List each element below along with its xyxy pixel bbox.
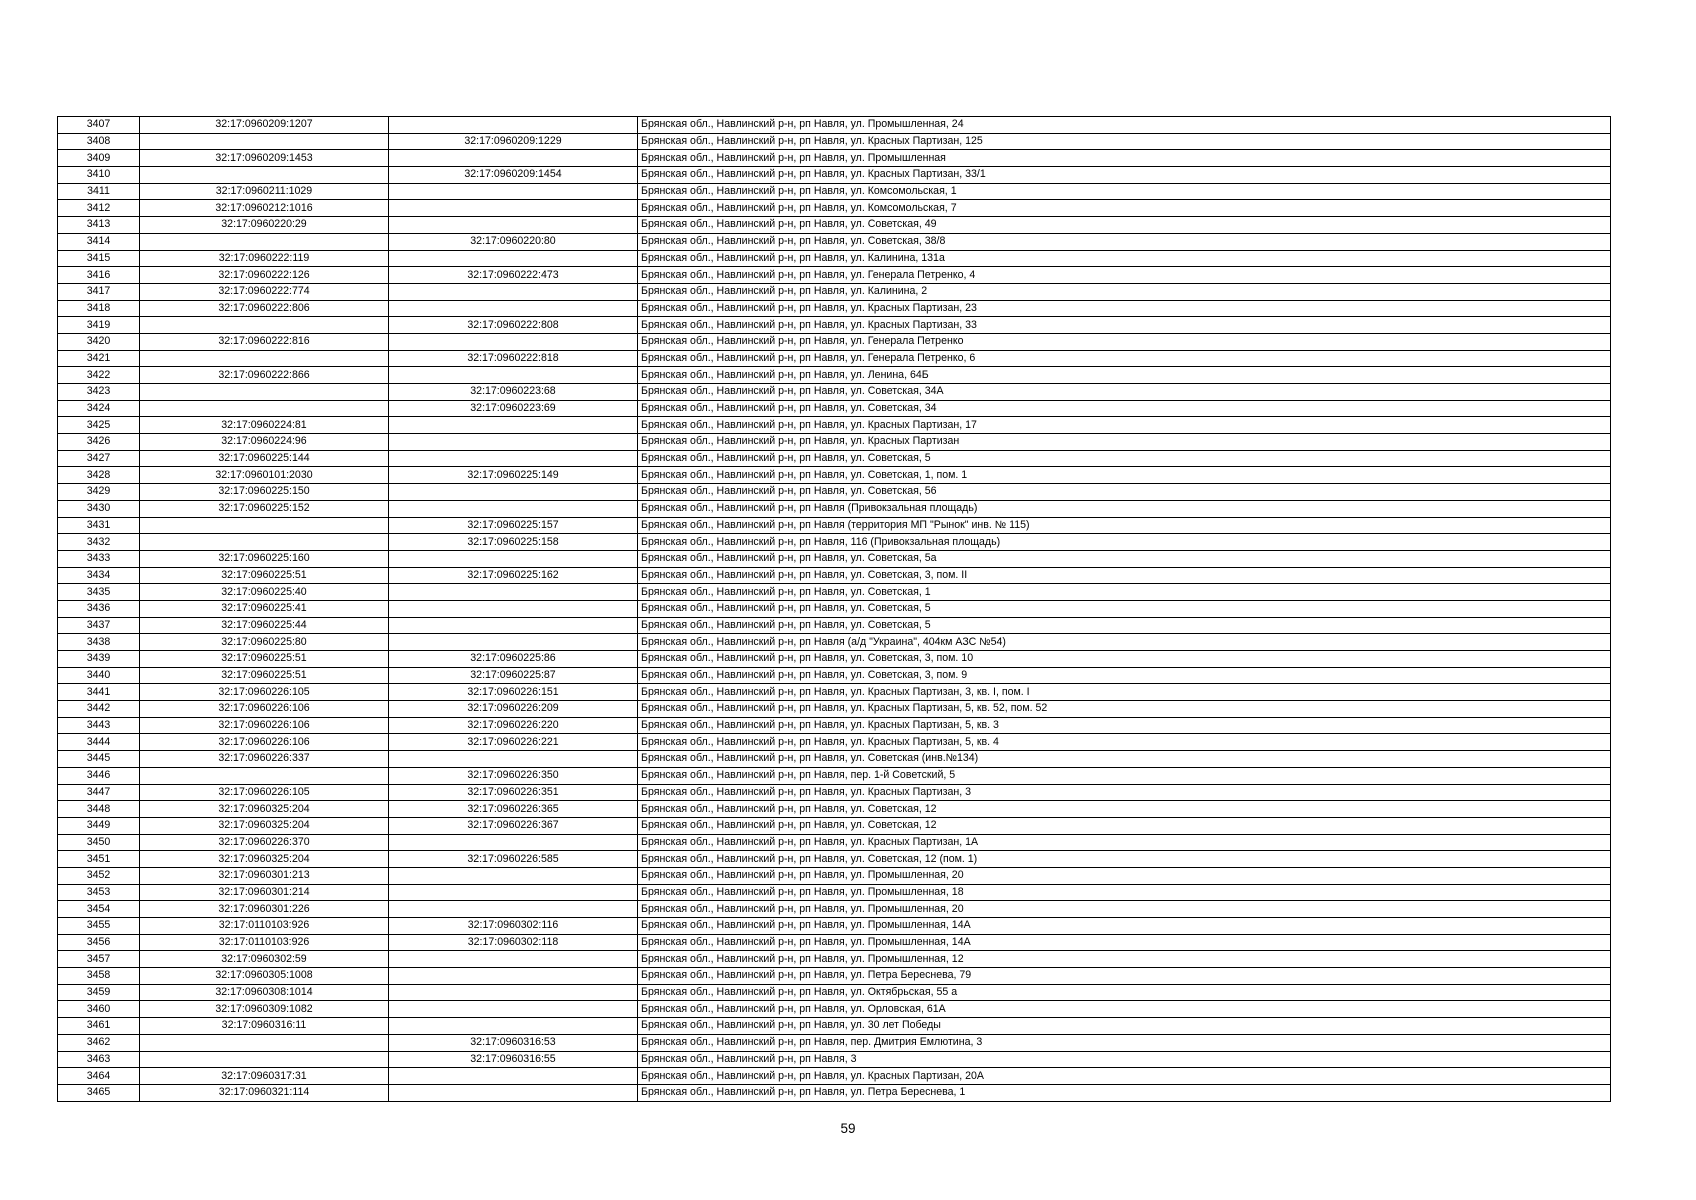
cadastral-number-cell: 32:17:0960225:51 [140, 651, 389, 668]
row-number-cell: 3413 [58, 217, 140, 234]
address-cell: Брянская обл., Навлинский р-н, рп Навля, ул. Калинина, 131а [638, 250, 1611, 267]
table-row [58, 634, 1611, 651]
object-cadastral-number-cell: 32:17:0960226:350 [389, 767, 638, 784]
cadastral-number-cell: 32:17:0960226:106 [140, 701, 389, 718]
object-cadastral-number-cell [389, 300, 638, 317]
row-number-cell: 3453 [58, 884, 140, 901]
address-cell: Брянская обл., Навлинский р-н, рп Навля, ул. Советская, 3, пом. II [638, 567, 1611, 584]
object-cadastral-number-cell [389, 200, 638, 217]
object-cadastral-number-cell [389, 751, 638, 768]
table-row [58, 834, 1611, 851]
table-row [58, 133, 1611, 150]
address-cell: Брянская обл., Навлинский р-н, рп Навля, ул. Петра Береснева, 79 [638, 968, 1611, 985]
object-cadastral-number-cell [389, 183, 638, 200]
row-number-cell: 3461 [58, 1018, 140, 1035]
address-cell: Брянская обл., Навлинский р-н, рп Навля, 3 [638, 1051, 1611, 1068]
object-cadastral-number-cell: 32:17:0960222:818 [389, 350, 638, 367]
table-row [58, 617, 1611, 634]
table-row [58, 951, 1611, 968]
table-row [58, 450, 1611, 467]
cadastral-number-cell [140, 1034, 389, 1051]
table-row [58, 467, 1611, 484]
table-row [58, 150, 1611, 167]
table-row [58, 784, 1611, 801]
cadastral-number-cell: 32:17:0960325:204 [140, 817, 389, 834]
table-row [58, 817, 1611, 834]
row-number-cell: 3438 [58, 634, 140, 651]
object-cadastral-number-cell [389, 968, 638, 985]
table-row [58, 600, 1611, 617]
object-cadastral-number-cell: 32:17:0960226:221 [389, 734, 638, 751]
row-number-cell: 3434 [58, 567, 140, 584]
object-cadastral-number-cell: 32:17:0960222:473 [389, 267, 638, 284]
table-row [58, 667, 1611, 684]
address-cell: Брянская обл., Навлинский р-н, рп Навля, ул. Советская, 34 [638, 400, 1611, 417]
row-number-cell: 3449 [58, 817, 140, 834]
table-row [58, 1084, 1611, 1101]
cadastral-number-cell: 32:17:0960225:40 [140, 584, 389, 601]
object-cadastral-number-cell [389, 600, 638, 617]
address-cell: Брянская обл., Навлинский р-н, рп Навля, ул. Советская, 3, пом. 10 [638, 651, 1611, 668]
row-number-cell: 3426 [58, 434, 140, 451]
address-cell: Брянская обл., Навлинский р-н, рп Навля, ул. Промышленная, 18 [638, 884, 1611, 901]
object-cadastral-number-cell [389, 450, 638, 467]
table-row [58, 1034, 1611, 1051]
object-cadastral-number-cell [389, 283, 638, 300]
object-cadastral-number-cell: 32:17:0960226:220 [389, 717, 638, 734]
address-cell: Брянская обл., Навлинский р-н, рп Навля, ул. Промышленная, 24 [638, 117, 1611, 134]
table-row [58, 350, 1611, 367]
table-row [58, 200, 1611, 217]
object-cadastral-number-cell [389, 984, 638, 1001]
address-cell: Брянская обл., Навлинский р-н, рп Навля, ул. Промышленная, 12 [638, 951, 1611, 968]
address-cell: Брянская обл., Навлинский р-н, рп Навля, ул. Советская, 56 [638, 484, 1611, 501]
object-cadastral-number-cell: 32:17:0960226:351 [389, 784, 638, 801]
table-row [58, 684, 1611, 701]
row-number-cell: 3439 [58, 651, 140, 668]
cadastral-number-cell: 32:17:0960212:1016 [140, 200, 389, 217]
object-cadastral-number-cell: 32:17:0960302:118 [389, 934, 638, 951]
address-cell: Брянская обл., Навлинский р-н, рп Навля (Привокзальная площадь) [638, 500, 1611, 517]
cadastral-number-cell [140, 133, 389, 150]
page-number: 59 [840, 1121, 856, 1136]
table-row [58, 1068, 1611, 1085]
object-cadastral-number-cell [389, 901, 638, 918]
table-row [58, 434, 1611, 451]
table-row [58, 283, 1611, 300]
address-cell: Брянская обл., Навлинский р-н, рп Навля, ул. Орловская, 61А [638, 1001, 1611, 1018]
object-cadastral-number-cell [389, 634, 638, 651]
table-row [58, 717, 1611, 734]
object-cadastral-number-cell [389, 417, 638, 434]
object-cadastral-number-cell [389, 1001, 638, 1018]
cadastral-number-cell: 32:17:0960317:31 [140, 1068, 389, 1085]
row-number-cell: 3451 [58, 851, 140, 868]
table-row [58, 300, 1611, 317]
object-cadastral-number-cell: 32:17:0960209:1454 [389, 167, 638, 184]
row-number-cell: 3429 [58, 484, 140, 501]
object-cadastral-number-cell: 32:17:0960225:157 [389, 517, 638, 534]
cadastral-number-cell: 32:17:0960101:2030 [140, 467, 389, 484]
cadastral-number-cell: 32:17:0960222:806 [140, 300, 389, 317]
object-cadastral-number-cell [389, 584, 638, 601]
cadastral-number-cell [140, 233, 389, 250]
row-number-cell: 3414 [58, 233, 140, 250]
object-cadastral-number-cell: 32:17:0960225:162 [389, 567, 638, 584]
address-cell: Брянская обл., Навлинский р-н, рп Навля, ул. 30 лет Победы [638, 1018, 1611, 1035]
object-cadastral-number-cell: 32:17:0960226:585 [389, 851, 638, 868]
address-cell: Брянская обл., Навлинский р-н, рп Навля, ул. Красных Партизан, 20А [638, 1068, 1611, 1085]
cadastral-number-cell: 32:17:0960226:370 [140, 834, 389, 851]
table-row [58, 317, 1611, 334]
object-cadastral-number-cell: 32:17:0960223:68 [389, 384, 638, 401]
table-row [58, 384, 1611, 401]
cadastral-number-cell: 32:17:0110103:926 [140, 934, 389, 951]
row-number-cell: 3409 [58, 150, 140, 167]
row-number-cell: 3454 [58, 901, 140, 918]
address-cell: Брянская обл., Навлинский р-н, рп Навля (а/д "Украина", 404км АЗС №54) [638, 634, 1611, 651]
address-cell: Брянская обл., Навлинский р-н, рп Навля, ул. Красных Партизан, 3, кв. I, пом. I [638, 684, 1611, 701]
cadastral-number-cell: 32:17:0960225:41 [140, 600, 389, 617]
cadastral-number-cell: 32:17:0960321:114 [140, 1084, 389, 1101]
object-cadastral-number-cell [389, 617, 638, 634]
table-row [58, 250, 1611, 267]
row-number-cell: 3423 [58, 384, 140, 401]
cadastral-number-cell [140, 400, 389, 417]
table-row [58, 918, 1611, 935]
row-number-cell: 3448 [58, 801, 140, 818]
row-number-cell: 3452 [58, 867, 140, 884]
table-row [58, 233, 1611, 250]
address-cell: Брянская обл., Навлинский р-н, рп Навля, ул. Красных Партизан, 5, кв. 52, пом. 52 [638, 701, 1611, 718]
object-cadastral-number-cell [389, 484, 638, 501]
address-cell: Брянская обл., Навлинский р-н, рп Навля, ул. Советская, 49 [638, 217, 1611, 234]
row-number-cell: 3411 [58, 183, 140, 200]
row-number-cell: 3407 [58, 117, 140, 134]
cadastral-number-cell [140, 167, 389, 184]
cadastral-number-cell: 32:17:0960224:81 [140, 417, 389, 434]
row-number-cell: 3419 [58, 317, 140, 334]
cadastral-number-cell: 32:17:0960222:816 [140, 333, 389, 350]
object-cadastral-number-cell: 32:17:0960226:365 [389, 801, 638, 818]
row-number-cell: 3447 [58, 784, 140, 801]
cadastral-number-cell [140, 767, 389, 784]
address-cell: Брянская обл., Навлинский р-н, рп Навля, ул. Советская, 5а [638, 550, 1611, 567]
address-cell: Брянская обл., Навлинский р-н, рп Навля, ул. Советская, 12 [638, 801, 1611, 818]
table-row [58, 851, 1611, 868]
address-cell: Брянская обл., Навлинский р-н, рп Навля, ул. Промышленная, 14А [638, 918, 1611, 935]
table-row [58, 417, 1611, 434]
row-number-cell: 3420 [58, 333, 140, 350]
object-cadastral-number-cell: 32:17:0960226:151 [389, 684, 638, 701]
address-cell: Брянская обл., Навлинский р-н, рп Навля, ул. Советская, 12 (пом. 1) [638, 851, 1611, 868]
table-row [58, 550, 1611, 567]
table-row [58, 734, 1611, 751]
object-cadastral-number-cell: 32:17:0960222:808 [389, 317, 638, 334]
object-cadastral-number-cell: 32:17:0960209:1229 [389, 133, 638, 150]
row-number-cell: 3433 [58, 550, 140, 567]
address-cell: Брянская обл., Навлинский р-н, рп Навля, ул. Красных Партизан [638, 434, 1611, 451]
cadastral-number-cell: 32:17:0960225:44 [140, 617, 389, 634]
table-row [58, 500, 1611, 517]
registry-table [57, 116, 1611, 1102]
address-cell: Брянская обл., Навлинский р-н, рп Навля, ул. Петра Береснева, 1 [638, 1084, 1611, 1101]
cadastral-number-cell: 32:17:0960309:1082 [140, 1001, 389, 1018]
cadastral-number-cell: 32:17:0960220:29 [140, 217, 389, 234]
cadastral-number-cell: 32:17:0960225:152 [140, 500, 389, 517]
table-row [58, 701, 1611, 718]
address-cell: Брянская обл., Навлинский р-н, рп Навля, ул. Красных Партизан, 3 [638, 784, 1611, 801]
object-cadastral-number-cell: 32:17:0960225:149 [389, 467, 638, 484]
object-cadastral-number-cell: 32:17:0960302:116 [389, 918, 638, 935]
table-row [58, 867, 1611, 884]
cadastral-number-cell: 32:17:0960222:866 [140, 367, 389, 384]
object-cadastral-number-cell: 32:17:0960226:367 [389, 817, 638, 834]
table-row [58, 183, 1611, 200]
row-number-cell: 3441 [58, 684, 140, 701]
registry-sheet [57, 116, 1610, 1102]
cadastral-number-cell: 32:17:0960226:106 [140, 717, 389, 734]
row-number-cell: 3412 [58, 200, 140, 217]
address-cell: Брянская обл., Навлинский р-н, рп Навля, ул. Красных Партизан, 125 [638, 133, 1611, 150]
table-row [58, 367, 1611, 384]
address-cell: Брянская обл., Навлинский р-н, рп Навля, ул. Промышленная, 14А [638, 934, 1611, 951]
cadastral-number-cell [140, 1051, 389, 1068]
address-cell: Брянская обл., Навлинский р-н, рп Навля, ул. Красных Партизан, 5, кв. 3 [638, 717, 1611, 734]
object-cadastral-number-cell [389, 1068, 638, 1085]
address-cell: Брянская обл., Навлинский р-н, рп Навля, ул. Советская, 5 [638, 617, 1611, 634]
table-row [58, 968, 1611, 985]
cadastral-number-cell: 32:17:0960225:144 [140, 450, 389, 467]
cadastral-number-cell [140, 517, 389, 534]
cadastral-number-cell: 32:17:0960226:105 [140, 784, 389, 801]
row-number-cell: 3417 [58, 283, 140, 300]
row-number-cell: 3460 [58, 1001, 140, 1018]
table-row [58, 984, 1611, 1001]
row-number-cell: 3440 [58, 667, 140, 684]
object-cadastral-number-cell [389, 150, 638, 167]
object-cadastral-number-cell [389, 250, 638, 267]
object-cadastral-number-cell [389, 867, 638, 884]
table-row [58, 567, 1611, 584]
cadastral-number-cell: 32:17:0960222:126 [140, 267, 389, 284]
cadastral-number-cell: 32:17:0960224:96 [140, 434, 389, 451]
address-cell: Брянская обл., Навлинский р-н, рп Навля, ул. Промышленная [638, 150, 1611, 167]
address-cell: Брянская обл., Навлинский р-н, рп Навля, ул. Красных Партизан, 33 [638, 317, 1611, 334]
object-cadastral-number-cell: 32:17:0960225:87 [389, 667, 638, 684]
cadastral-number-cell: 32:17:0960305:1008 [140, 968, 389, 985]
cadastral-number-cell: 32:17:0960225:160 [140, 550, 389, 567]
cadastral-number-cell: 32:17:0960209:1453 [140, 150, 389, 167]
cadastral-number-cell [140, 534, 389, 551]
cadastral-number-cell: 32:17:0960226:337 [140, 751, 389, 768]
cadastral-number-cell: 32:17:0110103:926 [140, 918, 389, 935]
object-cadastral-number-cell: 32:17:0960225:86 [389, 651, 638, 668]
table-row [58, 517, 1611, 534]
table-row [58, 801, 1611, 818]
row-number-cell: 3432 [58, 534, 140, 551]
address-cell: Брянская обл., Навлинский р-н, рп Навля, ул. Красных Партизан, 1А [638, 834, 1611, 851]
cadastral-number-cell [140, 384, 389, 401]
cadastral-number-cell: 32:17:0960316:11 [140, 1018, 389, 1035]
address-cell: Брянская обл., Навлинский р-н, рп Навля, ул. Советская, 3, пом. 9 [638, 667, 1611, 684]
object-cadastral-number-cell: 32:17:0960225:158 [389, 534, 638, 551]
address-cell: Брянская обл., Навлинский р-н, рп Навля, пер. 1-й Советский, 5 [638, 767, 1611, 784]
table-row [58, 751, 1611, 768]
cadastral-number-cell: 32:17:0960226:105 [140, 684, 389, 701]
address-cell: Брянская обл., Навлинский р-н, рп Навля, ул. Советская, 12 [638, 817, 1611, 834]
address-cell: Брянская обл., Навлинский р-н, рп Навля, ул. Генерала Петренко, 6 [638, 350, 1611, 367]
address-cell: Брянская обл., Навлинский р-н, рп Навля, ул. Красных Партизан, 23 [638, 300, 1611, 317]
row-number-cell: 3463 [58, 1051, 140, 1068]
address-cell: Брянская обл., Навлинский р-н, рп Навля, ул. Красных Партизан, 5, кв. 4 [638, 734, 1611, 751]
row-number-cell: 3428 [58, 467, 140, 484]
table-row [58, 217, 1611, 234]
cadastral-number-cell: 32:17:0960325:204 [140, 801, 389, 818]
cadastral-number-cell: 32:17:0960209:1207 [140, 117, 389, 134]
cadastral-number-cell: 32:17:0960225:51 [140, 667, 389, 684]
cadastral-number-cell: 32:17:0960302:59 [140, 951, 389, 968]
cadastral-number-cell: 32:17:0960225:150 [140, 484, 389, 501]
object-cadastral-number-cell [389, 834, 638, 851]
address-cell: Брянская обл., Навлинский р-н, рп Навля, ул. Октябрьская, 55 а [638, 984, 1611, 1001]
row-number-cell: 3458 [58, 968, 140, 985]
row-number-cell: 3459 [58, 984, 140, 1001]
row-number-cell: 3462 [58, 1034, 140, 1051]
row-number-cell: 3465 [58, 1084, 140, 1101]
row-number-cell: 3437 [58, 617, 140, 634]
cadastral-number-cell: 32:17:0960222:774 [140, 283, 389, 300]
object-cadastral-number-cell [389, 951, 638, 968]
object-cadastral-number-cell: 32:17:0960316:53 [389, 1034, 638, 1051]
row-number-cell: 3430 [58, 500, 140, 517]
address-cell: Брянская обл., Навлинский р-н, рп Навля, пер. Дмитрия Емлютина, 3 [638, 1034, 1611, 1051]
object-cadastral-number-cell [389, 884, 638, 901]
row-number-cell: 3408 [58, 133, 140, 150]
object-cadastral-number-cell [389, 333, 638, 350]
address-cell: Брянская обл., Навлинский р-н, рп Навля (территория МП "Рынок" инв. № 115) [638, 517, 1611, 534]
row-number-cell: 3443 [58, 717, 140, 734]
table-row [58, 1051, 1611, 1068]
row-number-cell: 3422 [58, 367, 140, 384]
cadastral-number-cell: 32:17:0960211:1029 [140, 183, 389, 200]
row-number-cell: 3455 [58, 918, 140, 935]
table-row [58, 117, 1611, 134]
address-cell: Брянская обл., Навлинский р-н, рп Навля, ул. Советская, 34А [638, 384, 1611, 401]
table-row [58, 534, 1611, 551]
table-row [58, 934, 1611, 951]
table-row [58, 484, 1611, 501]
object-cadastral-number-cell [389, 367, 638, 384]
address-cell: Брянская обл., Навлинский р-н, рп Навля, ул. Советская, 1 [638, 584, 1611, 601]
object-cadastral-number-cell [389, 500, 638, 517]
row-number-cell: 3456 [58, 934, 140, 951]
address-cell: Брянская обл., Навлинский р-н, рп Навля, ул. Промышленная, 20 [638, 901, 1611, 918]
table-row [58, 901, 1611, 918]
row-number-cell: 3410 [58, 167, 140, 184]
object-cadastral-number-cell: 32:17:0960220:80 [389, 233, 638, 250]
table-row [58, 1018, 1611, 1035]
address-cell: Брянская обл., Навлинский р-н, рп Навля, ул. Генерала Петренко [638, 333, 1611, 350]
cadastral-number-cell [140, 350, 389, 367]
cadastral-number-cell: 32:17:0960225:80 [140, 634, 389, 651]
row-number-cell: 3424 [58, 400, 140, 417]
table-row [58, 584, 1611, 601]
row-number-cell: 3421 [58, 350, 140, 367]
table-row [58, 884, 1611, 901]
table-row [58, 333, 1611, 350]
address-cell: Брянская обл., Навлинский р-н, рп Навля, ул. Калинина, 2 [638, 283, 1611, 300]
object-cadastral-number-cell: 32:17:0960316:55 [389, 1051, 638, 1068]
row-number-cell: 3464 [58, 1068, 140, 1085]
object-cadastral-number-cell: 32:17:0960223:69 [389, 400, 638, 417]
row-number-cell: 3445 [58, 751, 140, 768]
object-cadastral-number-cell [389, 217, 638, 234]
address-cell: Брянская обл., Навлинский р-н, рп Навля, ул. Генерала Петренко, 4 [638, 267, 1611, 284]
table-row [58, 400, 1611, 417]
address-cell: Брянская обл., Навлинский р-н, рп Навля, ул. Советская, 5 [638, 450, 1611, 467]
table-row [58, 267, 1611, 284]
row-number-cell: 3444 [58, 734, 140, 751]
address-cell: Брянская обл., Навлинский р-н, рп Навля, ул. Комсомольская, 1 [638, 183, 1611, 200]
row-number-cell: 3427 [58, 450, 140, 467]
address-cell: Брянская обл., Навлинский р-н, рп Навля, ул. Советская, 38/8 [638, 233, 1611, 250]
address-cell: Брянская обл., Навлинский р-н, рп Навля, ул. Советская, 1, пом. 1 [638, 467, 1611, 484]
object-cadastral-number-cell [389, 1018, 638, 1035]
row-number-cell: 3446 [58, 767, 140, 784]
cadastral-number-cell: 32:17:0960301:213 [140, 867, 389, 884]
address-cell: Брянская обл., Навлинский р-н, рп Навля, 116 (Привокзальная площадь) [638, 534, 1611, 551]
row-number-cell: 3418 [58, 300, 140, 317]
table-row [58, 167, 1611, 184]
address-cell: Брянская обл., Навлинский р-н, рп Навля, ул. Промышленная, 20 [638, 867, 1611, 884]
object-cadastral-number-cell [389, 117, 638, 134]
object-cadastral-number-cell [389, 434, 638, 451]
address-cell: Брянская обл., Навлинский р-н, рп Навля, ул. Красных Партизан, 33/1 [638, 167, 1611, 184]
registry-table-body [58, 117, 1611, 1102]
object-cadastral-number-cell [389, 550, 638, 567]
row-number-cell: 3457 [58, 951, 140, 968]
row-number-cell: 3425 [58, 417, 140, 434]
object-cadastral-number-cell [389, 1084, 638, 1101]
cadastral-number-cell: 32:17:0960225:51 [140, 567, 389, 584]
cadastral-number-cell: 32:17:0960325:204 [140, 851, 389, 868]
object-cadastral-number-cell: 32:17:0960226:209 [389, 701, 638, 718]
address-cell: Брянская обл., Навлинский р-н, рп Навля, ул. Советская (инв.№134) [638, 751, 1611, 768]
address-cell: Брянская обл., Навлинский р-н, рп Навля, ул. Ленина, 64Б [638, 367, 1611, 384]
row-number-cell: 3416 [58, 267, 140, 284]
row-number-cell: 3415 [58, 250, 140, 267]
row-number-cell: 3431 [58, 517, 140, 534]
row-number-cell: 3442 [58, 701, 140, 718]
cadastral-number-cell: 32:17:0960301:226 [140, 901, 389, 918]
address-cell: Брянская обл., Навлинский р-н, рп Навля, ул. Советская, 5 [638, 600, 1611, 617]
cadastral-number-cell: 32:17:0960308:1014 [140, 984, 389, 1001]
table-row [58, 651, 1611, 668]
address-cell: Брянская обл., Навлинский р-н, рп Навля, ул. Красных Партизан, 17 [638, 417, 1611, 434]
row-number-cell: 3450 [58, 834, 140, 851]
cadastral-number-cell: 32:17:0960301:214 [140, 884, 389, 901]
table-row [58, 1001, 1611, 1018]
row-number-cell: 3436 [58, 600, 140, 617]
row-number-cell: 3435 [58, 584, 140, 601]
cadastral-number-cell: 32:17:0960226:106 [140, 734, 389, 751]
table-row [58, 767, 1611, 784]
cadastral-number-cell: 32:17:0960222:119 [140, 250, 389, 267]
cadastral-number-cell [140, 317, 389, 334]
address-cell: Брянская обл., Навлинский р-н, рп Навля, ул. Комсомольская, 7 [638, 200, 1611, 217]
